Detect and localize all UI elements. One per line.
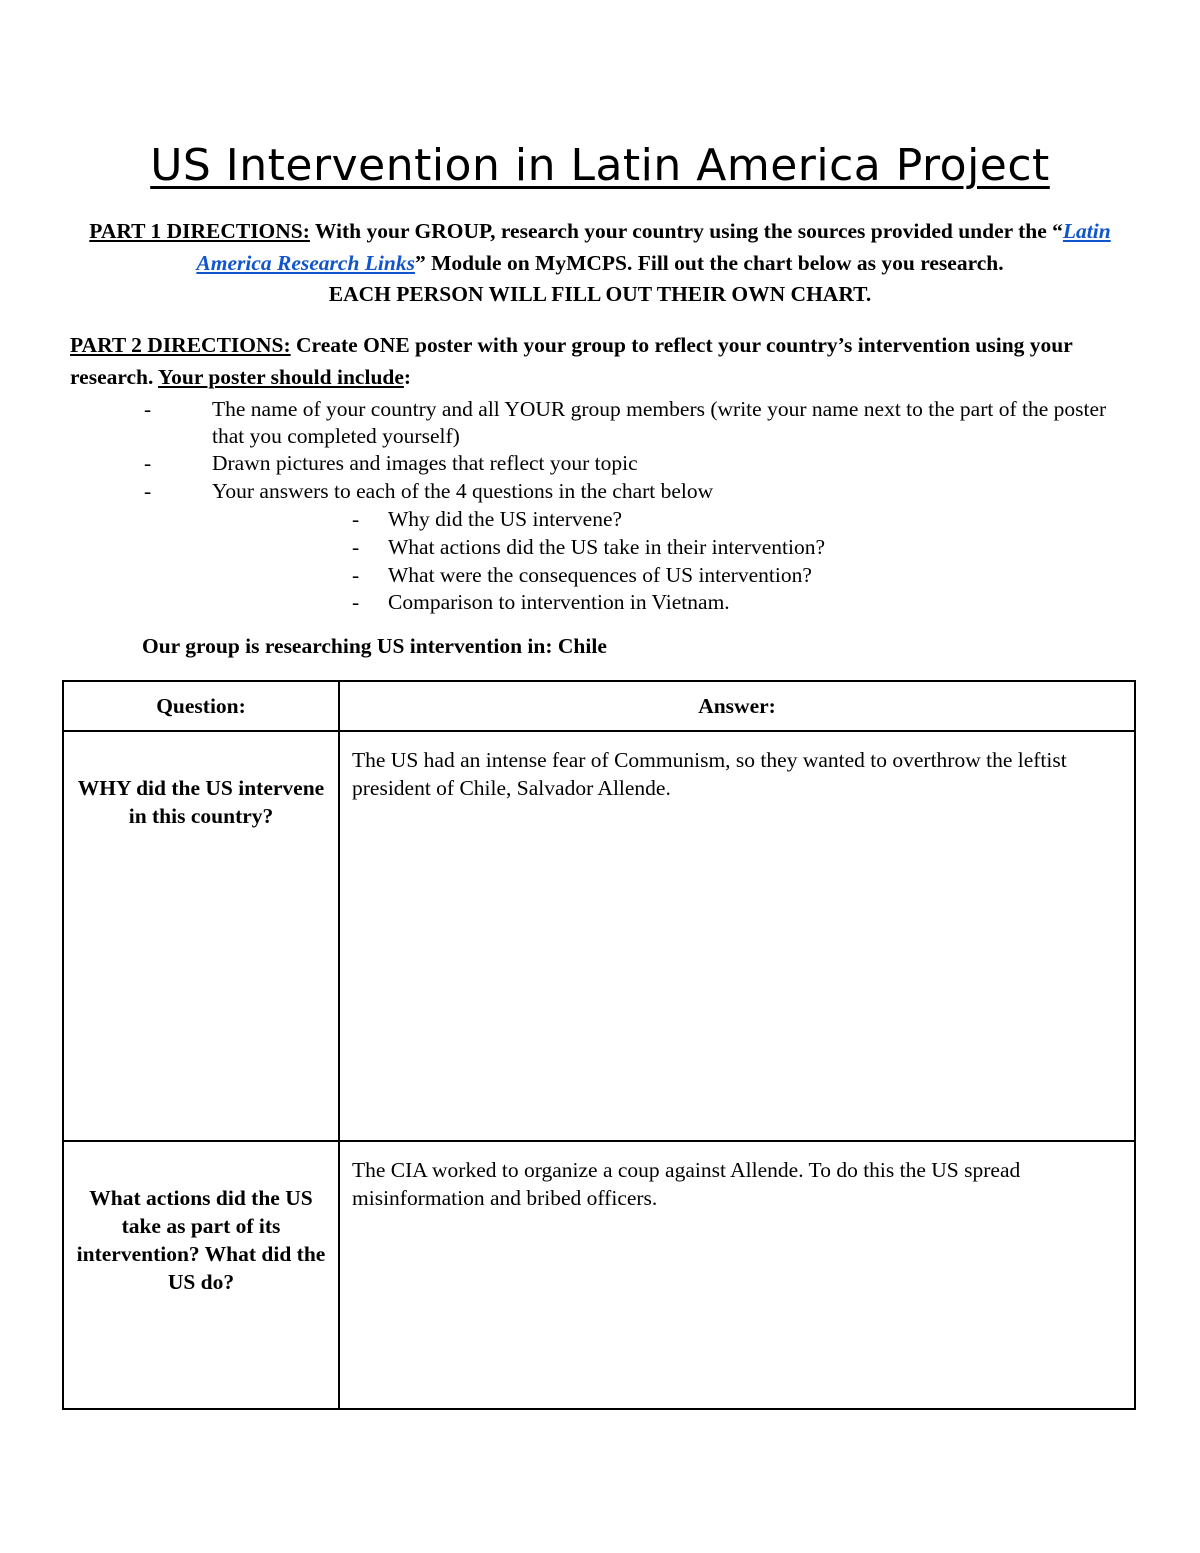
question-list: [352, 506, 1112, 617]
list-item: [352, 506, 1112, 534]
research-chart: [62, 680, 1136, 1410]
list-item-text: The name of your country and all YOUR group members (write your name next to the part of the poster that you completed yourself): [212, 397, 1107, 448]
table-row: [63, 731, 1135, 1141]
dash-marker: -: [144, 478, 152, 503]
question-header: Question:: [63, 681, 339, 731]
research-links-link[interactable]: Latin America Research Links: [196, 219, 1111, 275]
part1-directions: [70, 216, 1130, 311]
part2-text: Create ONE poster with your group to reflect your country’s intervention using your research.: [70, 333, 1073, 389]
part1-label: PART 1 DIRECTIONS:: [89, 219, 310, 243]
question-text: WHY did the US intervene in this country?: [77, 776, 325, 828]
part2-label: PART 2 DIRECTIONS:: [70, 333, 291, 357]
list-item: [70, 450, 1130, 477]
list-item: [352, 589, 1112, 617]
list-item: [352, 534, 1112, 562]
list-item-text: What were the consequences of US intervention?: [388, 562, 812, 587]
answer-cell[interactable]: [339, 731, 1135, 1141]
page-title: US Intervention in Latin America Project: [150, 140, 1050, 191]
poster-requirements-list: [70, 396, 1130, 505]
poster-include-colon: :: [403, 364, 412, 389]
part1-line2: EACH PERSON WILL FILL OUT THEIR OWN CHART.: [328, 282, 872, 306]
dash-marker: -: [352, 562, 360, 587]
part1-text-after-link: ” Module on MyMCPS. Fill out the chart below as you research.: [414, 250, 1004, 275]
part2-directions: [70, 330, 1130, 393]
group-country-line: Our group is researching US intervention in: Chile: [142, 634, 607, 658]
list-item-text: Comparison to intervention in Vietnam.: [388, 590, 730, 615]
answer-header: Answer:: [339, 681, 1135, 731]
dash-marker: -: [352, 590, 360, 615]
dash-marker: -: [352, 507, 360, 531]
poster-include-label: Your poster should include: [157, 364, 404, 389]
table-header-row: [63, 681, 1135, 731]
table-row: [63, 1141, 1135, 1409]
list-item: [70, 478, 1130, 505]
question-text: What actions did the US take as part of its intervention? What did the US do?: [76, 1186, 326, 1294]
part1-text-before-link: With your GROUP, research your country using the sources provided under the “: [309, 219, 1063, 243]
answer-cell[interactable]: [339, 1141, 1135, 1409]
dash-marker: -: [144, 397, 152, 421]
list-item-text: Your answers to each of the 4 questions in the chart below: [212, 478, 714, 503]
question-cell: [63, 731, 339, 1141]
dash-marker: -: [352, 534, 360, 559]
list-item-text: Why did the US intervene?: [388, 507, 623, 531]
answer-text: The US had an intense fear of Communism, so they wanted to overthrow the leftist president of Chile, Salvador Allende.: [352, 748, 1067, 800]
answer-text: The CIA worked to organize a coup against Allende. To do this the US spread misinformation and bribed officers.: [352, 1158, 1021, 1210]
list-item-text: Drawn pictures and images that reflect your topic: [212, 451, 638, 475]
list-item: [70, 396, 1130, 449]
dash-marker: -: [144, 451, 152, 475]
list-item: [352, 562, 1112, 590]
question-cell: [63, 1141, 339, 1409]
list-item-text: What actions did the US take in their intervention?: [388, 534, 826, 559]
